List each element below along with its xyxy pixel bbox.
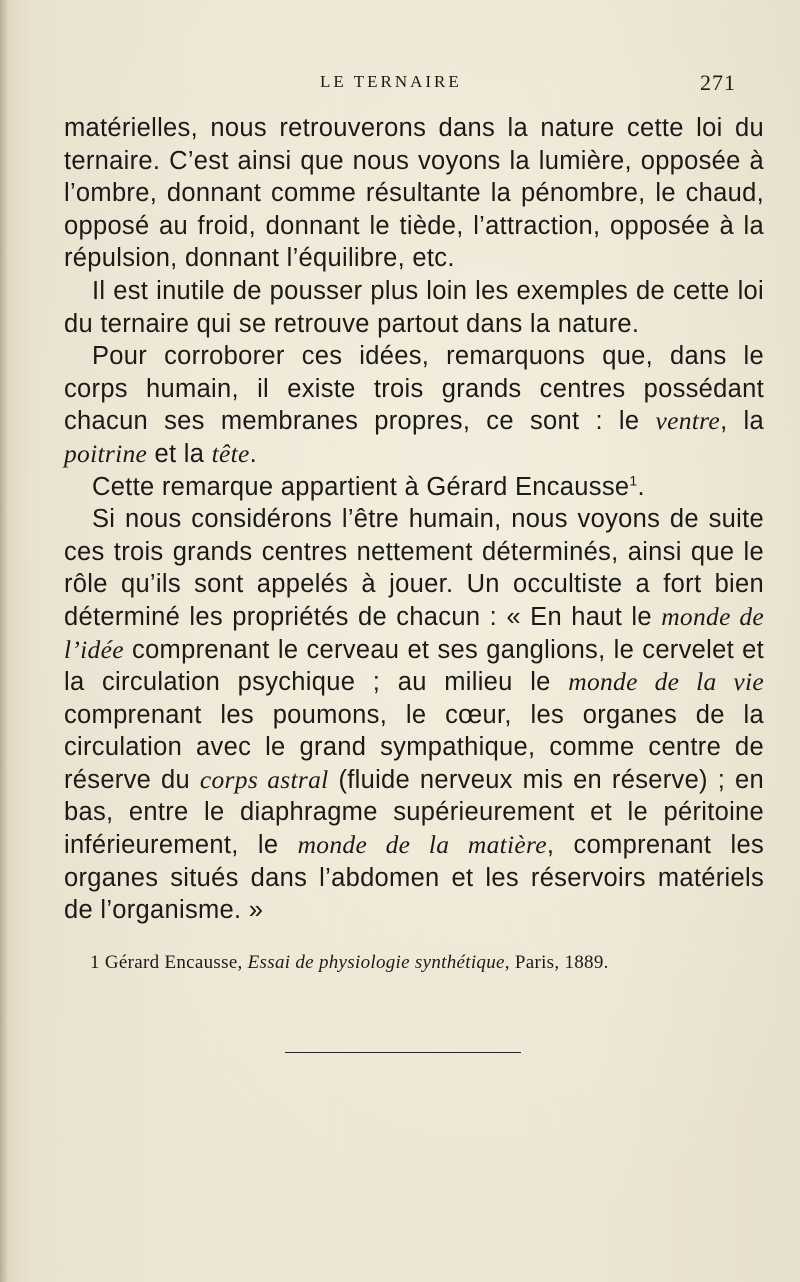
paragraph-2-text: Il est inutile de pousser plus loin les exemples de cette loi du ternaire qui se retrouve partout dans la nature. bbox=[64, 276, 764, 338]
paragraph-5-text: , comprenant les organes situés dans l’abdomen et les réservoirs matériels de l’organisme. » bbox=[64, 831, 764, 925]
paragraph-3-text: . bbox=[249, 439, 258, 468]
italic-corps-astral: corps astral bbox=[199, 764, 329, 794]
footer-rule bbox=[285, 1052, 521, 1053]
paragraph-4-text: . bbox=[637, 472, 645, 501]
italic-monde-vie: monde de la vie bbox=[568, 667, 765, 697]
paragraph-3-text: et la bbox=[147, 439, 212, 468]
footnote-title: Essai de physiologie synthétique bbox=[247, 952, 505, 973]
italic-monde-matiere: monde de la matière bbox=[297, 830, 547, 860]
footnote-author: Gérard Encausse, bbox=[99, 952, 248, 973]
body-text bbox=[64, 112, 764, 927]
paragraph-4 bbox=[64, 471, 764, 504]
paragraph-5 bbox=[64, 503, 764, 927]
running-head: LE TERNAIRE bbox=[320, 72, 462, 91]
paragraph-3 bbox=[64, 340, 764, 470]
paragraph-5-text: Si nous considérons l’être humain, nous voyons de suite ces trois grands centres nettement déterminés, ainsi que le rôle qu’ils sont appelés à jouer. Un occultiste a fort bien déterminé les propriétés de chacun : « En haut le bbox=[64, 505, 764, 631]
italic-tete: tête bbox=[211, 438, 250, 468]
paragraph-4-text: Cette remarque appartient à Gérard Encausse bbox=[92, 472, 630, 501]
paragraph-5-text: comprenant le cerveau et ses ganglions, le cervelet et la circulation psychique ; au milieu le bbox=[64, 635, 764, 697]
page-number: 271 bbox=[700, 70, 736, 95]
paragraph-1-text: matérielles, nous retrouverons dans la nature cette loi du ternaire. C’est ainsi que nous voyons la lumière, opposée à l’ombre, donnant comme résultante la pénombre, le chaud, opposé au froid, donnant le tiède, l’attraction, opposée à la répulsion, donnant l’équilibre, etc. bbox=[64, 114, 764, 273]
paragraph-5-text: comprenant les poumons, le cœur, les organes de la circulation avec le grand sympathique, comme centre de réserve du bbox=[64, 700, 764, 794]
paragraph-1 bbox=[64, 112, 764, 275]
paragraph-2 bbox=[64, 275, 764, 340]
paragraph-3-text: Pour corroborer ces idées, remarquons que, dans le corps humain, il existe trois grands centres possédant chacun ses membranes propres, ce sont : le bbox=[64, 342, 764, 436]
footnote-reference[interactable]: 1 bbox=[629, 472, 638, 489]
paragraph-5-text: (fluide nerveux mis en réserve) ; en bas, entre le diaphragme supérieurement et le péritoine inférieurement, le bbox=[64, 765, 764, 860]
page-header bbox=[0, 70, 800, 100]
italic-poitrine: poitrine bbox=[64, 438, 148, 468]
footnote-rest: , Paris, 1889. bbox=[504, 952, 609, 973]
italic-ventre: ventre bbox=[655, 406, 721, 436]
footnote bbox=[90, 952, 750, 974]
page-binding-edge bbox=[0, 0, 8, 1282]
footnote-number: 1 bbox=[90, 952, 100, 973]
paragraph-3-text: , la bbox=[720, 407, 764, 436]
italic-monde-idee: monde de l’idée bbox=[64, 601, 764, 664]
